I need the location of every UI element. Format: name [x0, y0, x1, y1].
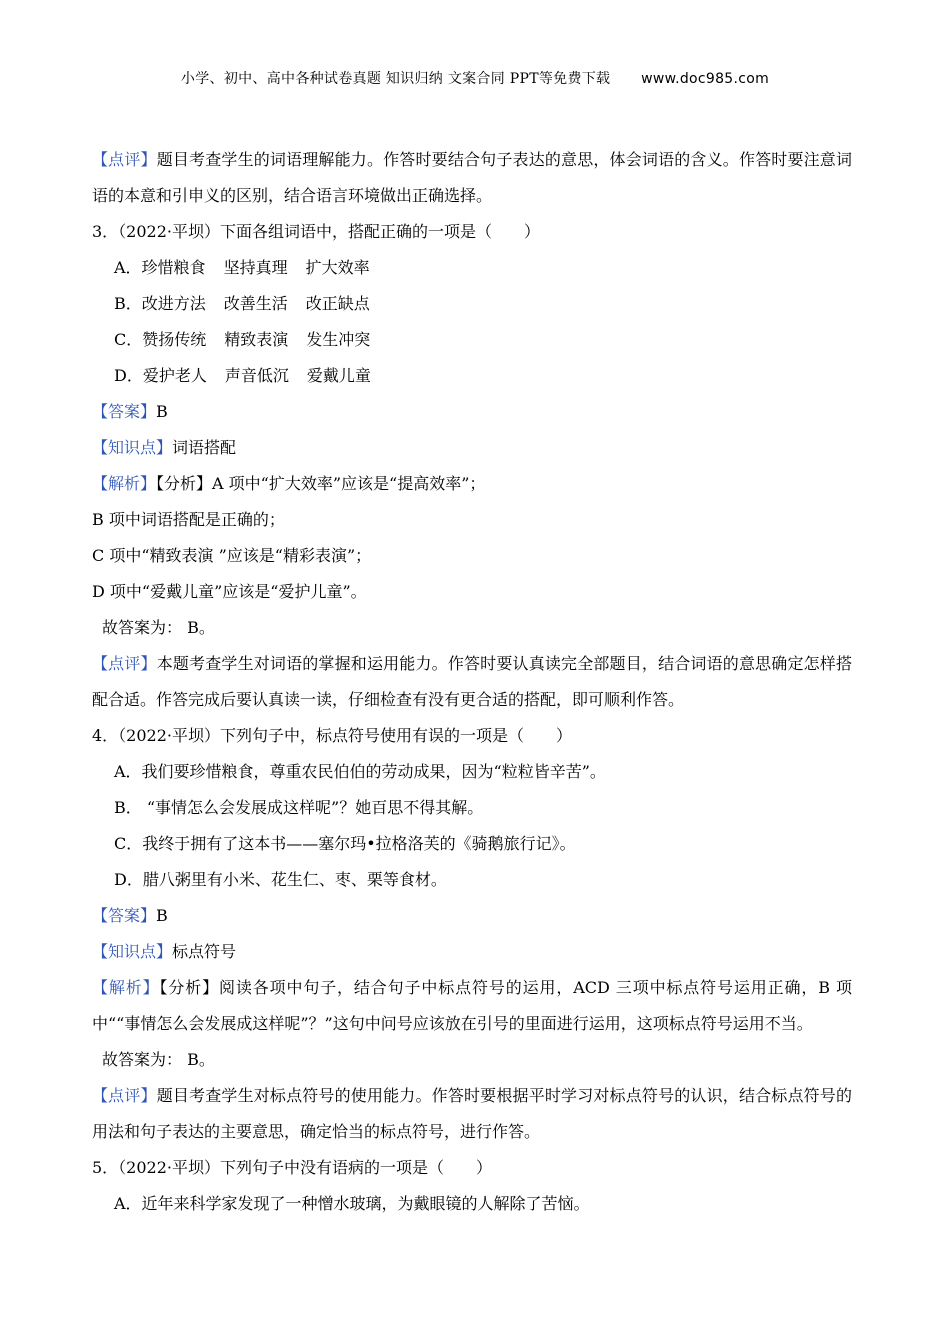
- q3-conclusion: 故答案为： B。: [102, 618, 215, 637]
- q4-option-b: B． “事情怎么会发展成这样呢”？她百思不得其解。: [114, 798, 484, 817]
- q3-analysis-4: D 项中“爱戴儿童”应该是“爱护儿童”。: [92, 582, 367, 601]
- q4-stem: 4．（2022·平坝）下列句子中，标点符号使用有误的一项是（ ）: [92, 726, 572, 745]
- q4-option-c: C．我终于拥有了这本书——塞尔玛•拉格洛芙的《骑鹅旅行记》。: [114, 834, 576, 853]
- header-text: 小学、初中、高中各种试卷真题 知识归纳 文案合同 PPT等免费下载: [180, 71, 611, 87]
- q5-option-a: A．近年来科学家发现了一种憎水玻璃，为戴眼镜的人解除了苦恼。: [114, 1194, 590, 1213]
- q4-analysis: 【解析】【分析】阅读各项中句子，结合句子中标点符号的运用，ACD 三项中标点符号运用正确，B 项中““事情怎么会发展成这样呢”？”这句中问号应该放在引号的里面进行运用，这项标点符号运用不当。: [92, 978, 852, 1033]
- q3-knowledge: 【知识点】词语搭配: [92, 438, 237, 457]
- q5-stem: 5．（2022·平坝）下列句子中没有语病的一项是（ ）: [92, 1158, 492, 1177]
- header-url[interactable]: www.doc985.com: [641, 71, 770, 87]
- q3-option-d: D．爱护老人 声音低沉 爱戴儿童: [114, 366, 371, 385]
- intro-comment: 【点评】题目考查学生的词语理解能力。作答时要结合句子表达的意思，体会词语的含义。作答时要注意词语的本意和引申义的区别，结合语言环境做出正确选择。: [92, 150, 852, 205]
- q4-knowledge: 【知识点】标点符号: [92, 942, 237, 961]
- q3-analysis-2: B 项中词语搭配是正确的；: [92, 510, 285, 529]
- q3-analysis-3: C 项中“精致表演 ”应该是“精彩表演”；: [92, 546, 372, 565]
- q4-conclusion: 故答案为： B。: [102, 1050, 215, 1069]
- page-header: [0, 68, 950, 88]
- comment-tag: 【点评】: [92, 150, 157, 169]
- document-body: [92, 142, 852, 1222]
- q3-comment: 【点评】本题考查学生对词语的掌握和运用能力。作答时要认真读完全部题目，结合词语的意思确定怎样搭配合适。作答完成后要认真读一读，仔细检查有没有更合适的搭配，即可顺利作答。: [92, 654, 852, 709]
- q4-comment: 【点评】题目考查学生对标点符号的使用能力。作答时要根据平时学习对标点符号的认识，结合标点符号的用法和句子表达的主要意思，确定恰当的标点符号，进行作答。: [92, 1086, 852, 1141]
- q3-answer: 【答案】B: [92, 402, 168, 421]
- q3-option-a: A．珍惜粮食 坚持真理 扩大效率: [114, 258, 370, 277]
- q3-option-b: B．改进方法 改善生活 改正缺点: [114, 294, 370, 313]
- q4-option-d: D．腊八粥里有小米、花生仁、枣、栗等食材。: [114, 870, 447, 889]
- q3-analysis-1: 【解析】【分析】A 项中“扩大效率”应该是“提高效率”；: [92, 474, 486, 493]
- q3-option-c: C．赞扬传统 精致表演发生冲突: [114, 330, 371, 349]
- q3-stem: 3．（2022·平坝）下面各组词语中，搭配正确的一项是（ ）: [92, 222, 540, 241]
- q4-option-a: A．我们要珍惜粮食，尊重农民伯伯的劳动成果，因为“粒粒皆辛苦”。: [114, 762, 606, 781]
- q4-answer: 【答案】B: [92, 906, 168, 925]
